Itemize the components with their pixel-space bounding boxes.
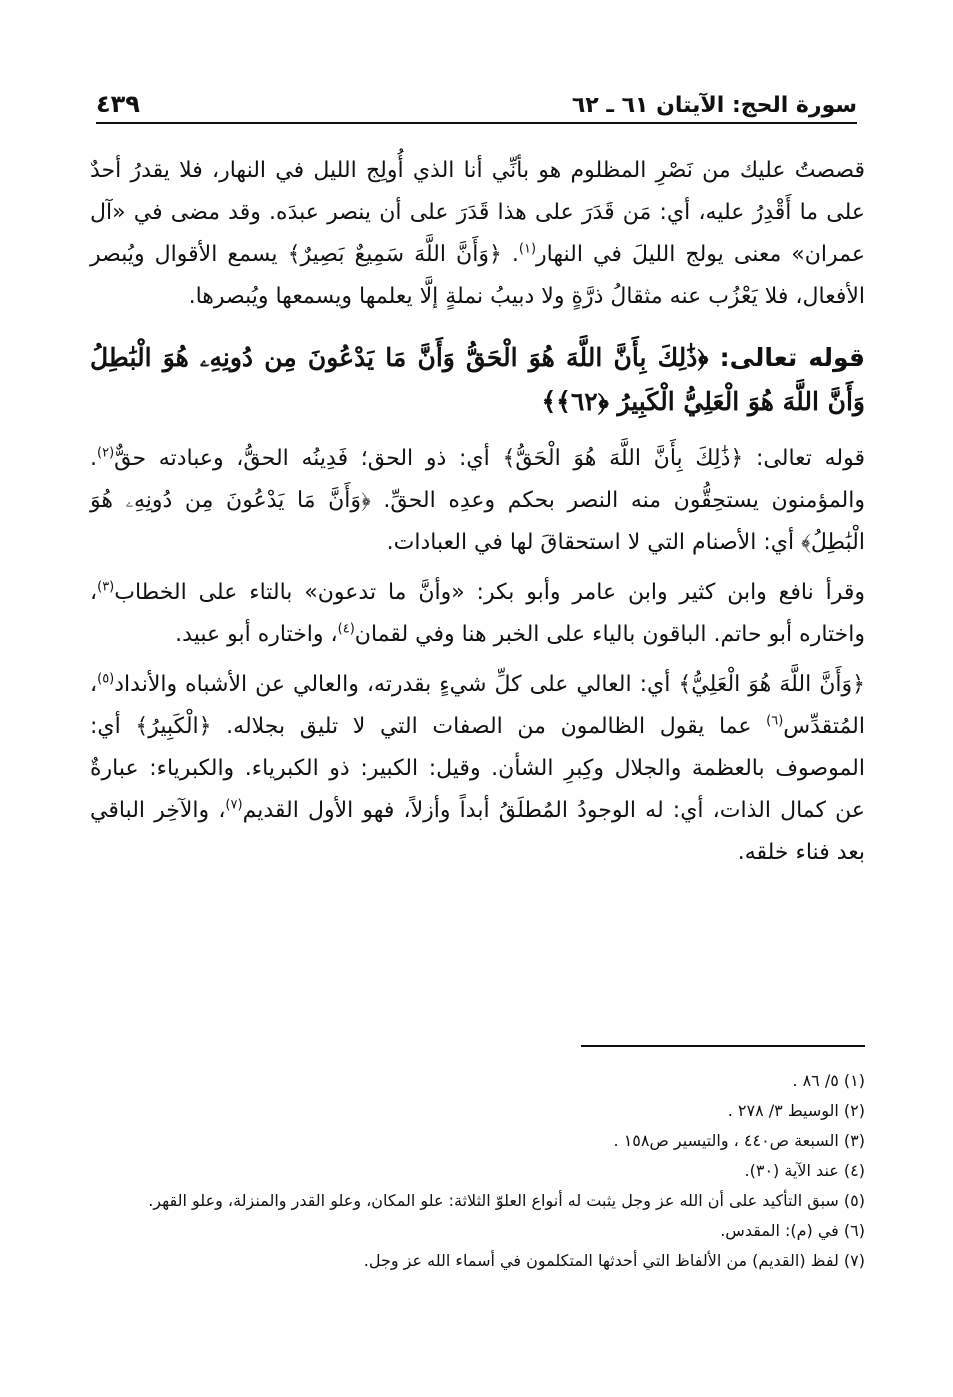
footnote-6: (٦) في (م): المقدس. — [720, 1221, 865, 1240]
running-title: سورة الحج: الآيتان ٦١ ـ ٦٢ — [571, 93, 857, 118]
text-run: ، المُتقدِّس — [90, 672, 865, 739]
footnote-marker[interactable]: (٦) — [766, 713, 784, 729]
quran-quote: ﴿ذَٰلِكَ بِأَنَّ اللَّهَ هُوَ الْحَقُّ﴾ — [502, 446, 744, 471]
paragraph-4 — [90, 664, 865, 874]
footnote-4: (٤) عند الآية (٣٠). — [744, 1161, 865, 1180]
footnote-marker[interactable]: (٤) — [337, 621, 355, 637]
quran-quote: ﴿وَأَنَّ اللَّهَ سَمِيعٌ بَصِيرٌ﴾ — [287, 242, 502, 267]
text-run: ، واختاره أبو حاتم. الباقون بالياء على الخبر هنا وفي لقمان — [90, 580, 865, 647]
footnote-marker[interactable]: (٧) — [225, 797, 243, 813]
text-run: قصصتُ عليك من نَصْرِ المظلوم هو بأنِّي أنا الذي أُولِج الليل في النهار، فلا يقدرُ أحدٌ على ما أَقْدِرُ عليه، أي: مَن قَدَرَ على هذا قَدَرَ على أن ينصر عبدَه. وقد مضى في «آل عمران» معنى يولج الليلَ في النهار — [90, 158, 865, 267]
text-run: ، واختاره أبو عبيد. — [175, 622, 338, 647]
footnote-marker[interactable]: (١) — [518, 241, 537, 257]
footnote-marker[interactable]: (٣) — [97, 579, 115, 595]
text-run: يسمع الأقوال ويُبصر الأفعال، فلا يَعْزُب عنه مثقالُ ذرَّةٍ ولا دبيبُ نملةٍ إلَّا يعلمها ويسمعها ويُبصرها. — [90, 242, 865, 309]
footnote-marker[interactable]: (٥) — [97, 671, 115, 687]
verse-heading — [90, 336, 865, 424]
footnotes — [90, 1066, 865, 1276]
quran-quote: ﴿وَأَنَّ مَا يَدْعُونَ مِن دُونِهِۦ هُوَ الْبَٰطِلُ﴾ — [90, 488, 865, 555]
text-run: أي: ذو الحق؛ فَدِينُه الحقُّ، وعبادته حقٌّ — [114, 446, 503, 471]
verse-lead: قوله تعالى: — [708, 343, 865, 372]
footnote-3: (٣) السبعة ص٤٤٠ ، والتيسير ص١٥٨ . — [613, 1131, 865, 1150]
footnote-divider — [581, 1045, 865, 1047]
text-run: أي: الموصوف بالعظمة والجلال وكِبرِ الشأن. وقيل: الكبير: ذو الكبرياء. والكبرياء: عبارةٌ عن كمال الذات، أي: له الوجودُ المُطلَقُ أبداً وأزلاً، فهو الأول القديم — [90, 714, 866, 823]
paragraph-3 — [90, 572, 865, 656]
paragraph-2 — [90, 438, 865, 564]
text-run: أي: العالي على كلِّ شيءٍ بقدرته، والعالي عن الأشباه والأنداد — [114, 672, 679, 697]
paragraph-1 — [90, 150, 865, 318]
footnote-marker[interactable]: (٢) — [97, 445, 115, 461]
footnote-5: (٥) سبق التأكيد على أن الله عز وجل يثبت له أنواع العلوّ الثلاثة: علو المكان، وعلو القدر والمنزلة، وعلو القهر. — [148, 1191, 865, 1210]
quran-quote: ﴿الْكَبِيرُ﴾ — [135, 714, 212, 739]
text-run: قوله تعالى: — [743, 446, 865, 471]
footnote-7: (٧) لفظ (القديم) من الألفاظ التي أحدثها المتكلمون في أسماء الله عز وجل. — [363, 1251, 865, 1270]
page-header — [96, 80, 857, 124]
text-run: ، والآخِر الباقي بعد فناء خلقه. — [90, 798, 865, 865]
footnote-1: (١) ٥/ ٨٦ . — [792, 1071, 865, 1090]
verse-text: ﴿ذَٰلِكَ بِأَنَّ اللَّهَ هُوَ الْحَقُّ وَأَنَّ مَا يَدْعُونَ مِن دُونِهِۦ هُوَ الْبَٰطِلُ وَأَنَّ اللَّهَ هُوَ الْعَلِيُّ الْكَبِيرُ ﴿٦٢﴾﴾ — [90, 343, 865, 416]
text-run: أي: الأصنام التي لا استحقاقَ لها في العبادات. — [386, 530, 802, 555]
text-run: . والمؤمنون يستحِقُّون منه النصر بحكم وعدِه الحقِّ. — [90, 446, 865, 513]
quran-quote: ﴿وَأَنَّ اللَّهَ هُوَ الْعَلِيُّ﴾ — [678, 672, 865, 697]
text-run: . — [501, 242, 519, 267]
main-text — [90, 150, 865, 882]
page-number: ٤٣٩ — [96, 90, 140, 118]
text-run: عما يقول الظالمون من الصفات التي لا تليق بجلاله. — [211, 714, 767, 739]
text-run: وقرأ نافع وابن كثير وابن عامر وأبو بكر: «وأنَّ ما تدعون» بالتاء على الخطاب — [114, 580, 865, 605]
footnote-2: (٢) الوسيط ٣/ ٢٧٨ . — [727, 1101, 865, 1120]
